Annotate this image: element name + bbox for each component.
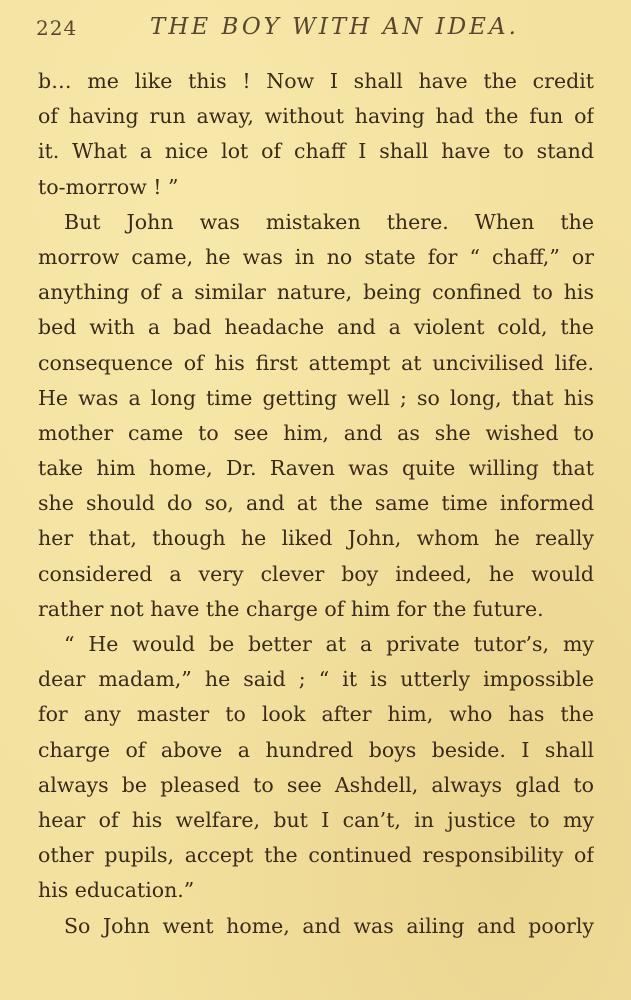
text-line: But John was mistaken there. When the <box>64 209 594 234</box>
text-line: always be pleased to see Ashdell, always glad to <box>38 772 594 797</box>
text-line: “ He would be better at a private tutor’s, my <box>64 632 594 656</box>
text-line: dear madam,” he said ; “ it is utterly impossible <box>38 667 594 692</box>
text-line: morrow came, he was in no state for “ chaff,” or <box>38 244 594 269</box>
text-line: her that, though he liked John, whom he really <box>38 526 594 551</box>
text-line: rather not have the charge of him for the future. <box>38 596 544 621</box>
text-line: to-morrow ! ” <box>38 174 179 199</box>
text-line: He was a long time getting well ; so long, that his <box>38 385 594 410</box>
text-line: So John went home, and was ailing and poorly <box>64 913 594 938</box>
text-line: consequence of his first attempt at uncivilised life. <box>38 350 594 375</box>
text-line: she should do so, and at the same time informed <box>38 491 594 516</box>
text-line: for any master to look after him, who has the <box>38 702 594 727</box>
text-line: take him home, Dr. Raven was quite willing that <box>38 456 594 481</box>
page-number: 224 <box>36 16 78 40</box>
body-text <box>38 64 594 944</box>
text-line: hear of his welfare, but I can’t, in justice to my <box>38 807 594 832</box>
text-line: considered a very clever boy indeed, he would <box>38 561 594 586</box>
text-line: charge of above a hundred boys beside. I shall <box>38 737 594 762</box>
page-header <box>0 6 631 46</box>
running-head: THE BOY WITH AN IDEA. <box>150 14 519 40</box>
text-line: other pupils, accept the continued responsibility of <box>38 843 594 868</box>
text-line: mother came to see him, and as she wished to <box>38 420 594 445</box>
text-line: anything of a similar nature, being confined to his <box>38 280 594 305</box>
text-line: it. What a nice lot of chaff I shall have to stand <box>38 139 594 164</box>
text-line: bed with a bad headache and a violent cold, the <box>38 315 594 340</box>
text-line: his education.” <box>38 878 195 903</box>
text-line: b… me like this ! Now I shall have the credit <box>38 69 594 93</box>
text-line: of having run away, without having had the fun of <box>38 104 594 129</box>
